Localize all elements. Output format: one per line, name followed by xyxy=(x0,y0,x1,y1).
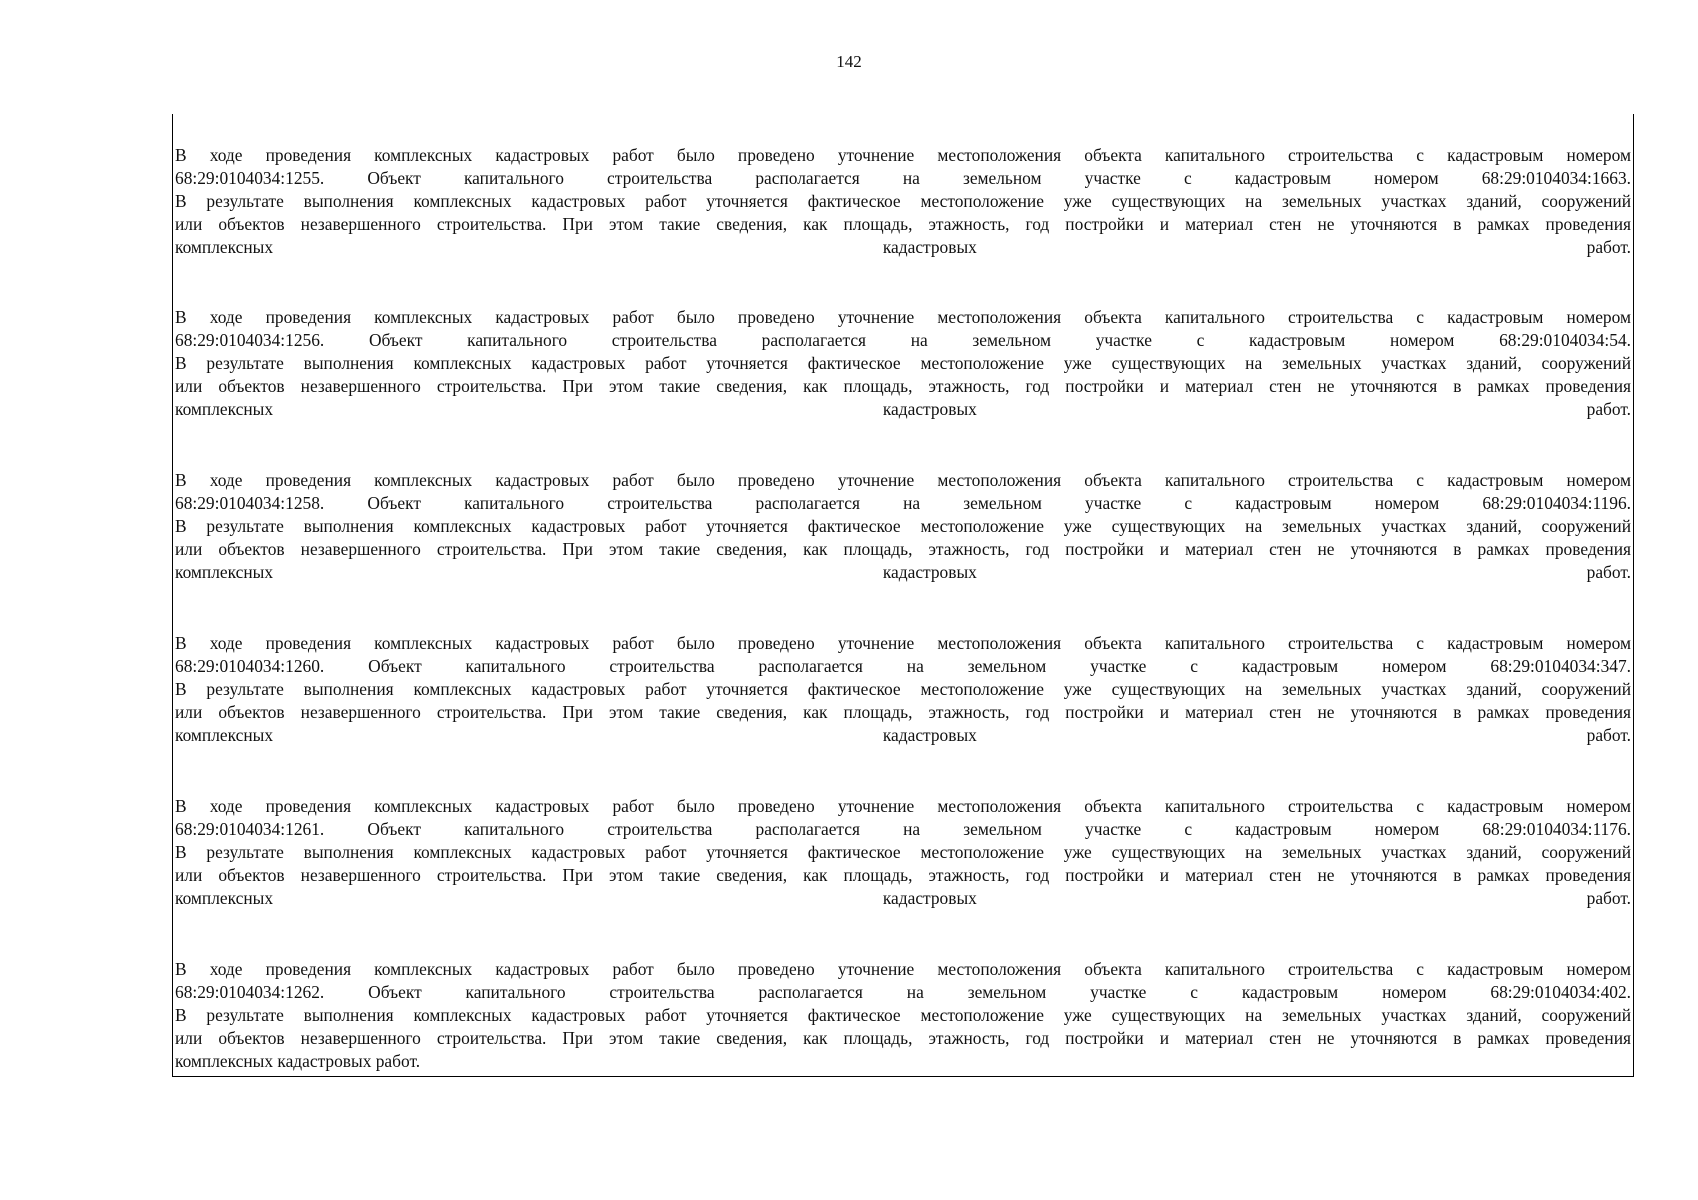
entry-line: 68:29:0104034:1256. Объект капитального строительства располагается на земельном участке с кадастровым номером 68:29:0104034:54. xyxy=(175,330,1631,350)
entry-line: комплексных кадастровых работ. xyxy=(175,399,1631,419)
entry-line: В ходе проведения комплексных кадастровых работ было проведено уточнение местоположения объекта капитального строительства с кадастровым номером xyxy=(175,796,1631,816)
entry-line: В результате выполнения комплексных кадастровых работ уточняется фактическое местоположение уже существующих на земельных участках зданий, сооружений xyxy=(175,679,1631,699)
entry-line: комплексных кадастровых работ. xyxy=(175,562,1631,582)
entry-line: 68:29:0104034:1255. Объект капитального строительства располагается на земельном участке с кадастровым номером 68:29:0104034:1663. xyxy=(175,168,1631,188)
entry-line: В ходе проведения комплексных кадастровых работ было проведено уточнение местоположения объекта капитального строительства с кадастровым номером xyxy=(175,959,1631,979)
entry-paragraph xyxy=(175,632,1631,747)
entry-paragraph xyxy=(175,795,1631,910)
entry-line: В ходе проведения комплексных кадастровых работ было проведено уточнение местоположения объекта капитального строительства с кадастровым номером xyxy=(175,633,1631,653)
entry-paragraph xyxy=(175,144,1631,259)
entry-paragraph xyxy=(175,958,1631,1073)
entry-line: 68:29:0104034:1260. Объект капитального строительства располагается на земельном участке с кадастровым номером 68:29:0104034:347. xyxy=(175,656,1631,676)
entry-line: комплексных кадастровых работ. xyxy=(175,1051,421,1071)
entry-line: или объектов незавершенного строительства. При этом такие сведения, как площадь, этажность, год постройки и материал стен не уточняются в рамках проведения xyxy=(175,1028,1631,1048)
entry-line: или объектов незавершенного строительства. При этом такие сведения, как площадь, этажность, год постройки и материал стен не уточняются в рамках проведения xyxy=(175,702,1631,722)
entry-line: 68:29:0104034:1261. Объект капитального строительства располагается на земельном участке с кадастровым номером 68:29:0104034:1176. xyxy=(175,819,1631,839)
entry-line: В результате выполнения комплексных кадастровых работ уточняется фактическое местоположение уже существующих на земельных участках зданий, сооружений xyxy=(175,1005,1631,1025)
entry-line: В ходе проведения комплексных кадастровых работ было проведено уточнение местоположения объекта капитального строительства с кадастровым номером xyxy=(175,307,1631,327)
entry-paragraph xyxy=(175,306,1631,421)
content-box xyxy=(172,114,1634,1077)
entry-line: В результате выполнения комплексных кадастровых работ уточняется фактическое местоположение уже существующих на земельных участках зданий, сооружений xyxy=(175,353,1631,373)
entry-line: В результате выполнения комплексных кадастровых работ уточняется фактическое местоположение уже существующих на земельных участках зданий, сооружений xyxy=(175,191,1631,211)
entry-paragraph xyxy=(175,469,1631,584)
page-number: 142 xyxy=(836,52,862,71)
entry-line: В результате выполнения комплексных кадастровых работ уточняется фактическое местоположение уже существующих на земельных участках зданий, сооружений xyxy=(175,842,1631,862)
entry-line: комплексных кадастровых работ. xyxy=(175,237,1631,257)
entry-line: В ходе проведения комплексных кадастровых работ было проведено уточнение местоположения объекта капитального строительства с кадастровым номером xyxy=(175,470,1631,490)
entry-line: В ходе проведения комплексных кадастровых работ было проведено уточнение местоположения объекта капитального строительства с кадастровым номером xyxy=(175,145,1631,165)
entry-line: комплексных кадастровых работ. xyxy=(175,725,1631,745)
entry-line: или объектов незавершенного строительства. При этом такие сведения, как площадь, этажность, год постройки и материал стен не уточняются в рамках проведения xyxy=(175,376,1631,396)
entry-line: или объектов незавершенного строительства. При этом такие сведения, как площадь, этажность, год постройки и материал стен не уточняются в рамках проведения xyxy=(175,865,1631,885)
entry-line: или объектов незавершенного строительства. При этом такие сведения, как площадь, этажность, год постройки и материал стен не уточняются в рамках проведения xyxy=(175,214,1631,234)
entry-line: 68:29:0104034:1258. Объект капитального строительства располагается на земельном участке с кадастровым номером 68:29:0104034:1196. xyxy=(175,493,1631,513)
entry-line: 68:29:0104034:1262. Объект капитального строительства располагается на земельном участке с кадастровым номером 68:29:0104034:402. xyxy=(175,982,1631,1002)
entry-line: В результате выполнения комплексных кадастровых работ уточняется фактическое местоположение уже существующих на земельных участках зданий, сооружений xyxy=(175,516,1631,536)
entry-line: или объектов незавершенного строительства. При этом такие сведения, как площадь, этажность, год постройки и материал стен не уточняются в рамках проведения xyxy=(175,539,1631,559)
entry-line: комплексных кадастровых работ. xyxy=(175,888,1631,908)
